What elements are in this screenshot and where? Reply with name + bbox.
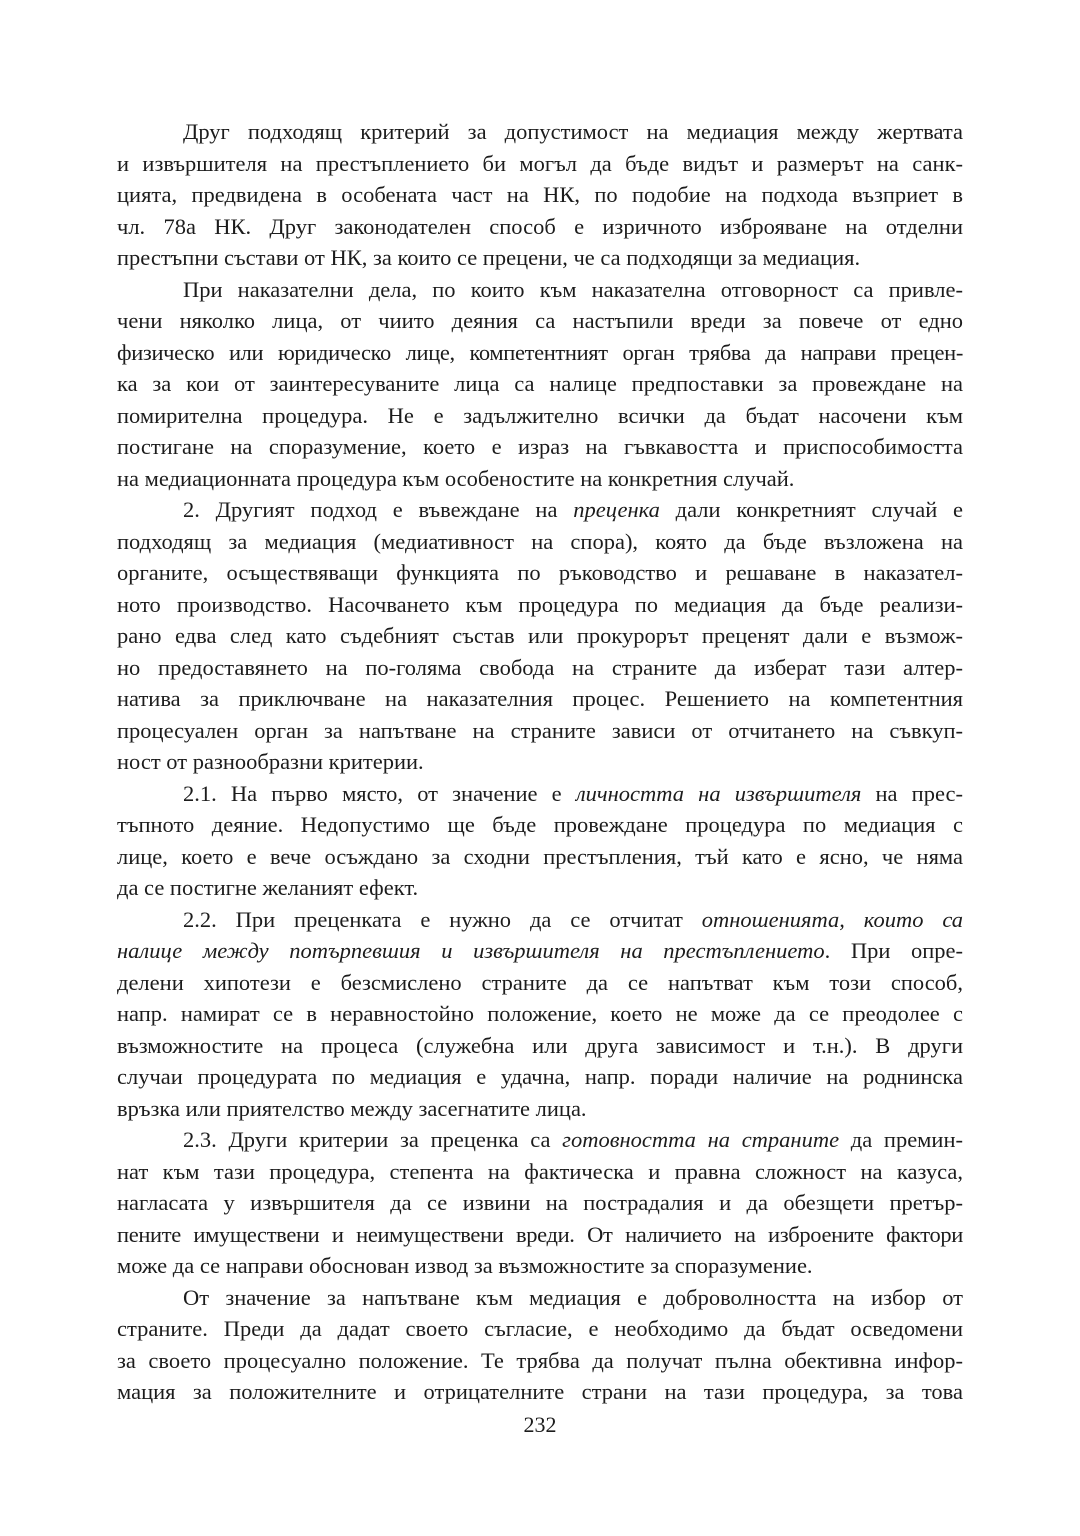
- text-line: [117, 778, 963, 810]
- text-run: пените имуществени и неимуществени вреди. От наличието на изброените фактори: [117, 1221, 963, 1247]
- text-run: лице, което е вече осъждано за сходни престъпления, тъй като е ясно, че няма: [117, 843, 963, 869]
- text-line: [117, 211, 963, 243]
- text-line: [117, 368, 963, 400]
- paragraph: [117, 1124, 963, 1282]
- text-line: [117, 148, 963, 180]
- text-run: може да се направи обоснован извод за възможностите за споразумение.: [117, 1253, 813, 1278]
- text-run: ното производство. Насочването към процедура по медиация да бъде реализи-: [117, 591, 963, 617]
- paragraph: [117, 116, 963, 274]
- text-run: подходящ за медиация (медиативност на спора), която да бъде възложена на: [117, 528, 963, 554]
- text-run: 2.1. На първо място, от значение е: [183, 780, 576, 806]
- text-line: [117, 1313, 963, 1345]
- text-line: [117, 1282, 963, 1314]
- text-run: страните. Преди да дадат своето съгласие, е необходимо да бъдат осведомени: [117, 1316, 963, 1341]
- text-line: [117, 463, 963, 495]
- text-run: помирителна процедура. Не е задължително всички да бъдат насочени към: [117, 402, 963, 428]
- text-run: нагласата у извършителя да се извини на пострадалия и да обезщети претър-: [117, 1190, 963, 1215]
- text-line: [117, 652, 963, 684]
- text-line: [117, 589, 963, 621]
- text-line: [117, 1030, 963, 1062]
- text-run: 2.3. Други критерии за преценка са: [183, 1127, 563, 1152]
- text-line: [117, 1376, 963, 1408]
- text-line: [117, 1187, 963, 1219]
- text-line: [117, 400, 963, 432]
- text-line: [117, 998, 963, 1030]
- text-run: натива за приключване на наказателния процес. Решението на компетентния: [117, 686, 963, 711]
- text-run: тъпното деяние. Недопустимо ще бъде провеждане процедура по медиация с: [117, 812, 963, 837]
- text-run: цията, предвидена в особената част на НК, по подобие на подхода възприет в: [117, 182, 963, 207]
- italic-text: налице между потърпевшия и извършителя на престъплението: [117, 938, 825, 963]
- text-line: [117, 1156, 963, 1188]
- text-line: [117, 715, 963, 747]
- text-run: 2. Другият подход е въвеждане на: [183, 497, 574, 522]
- text-run: престъпни състави от НК, за които се прецени, че са подходящи за медиация.: [117, 245, 861, 270]
- page-number: 232: [523, 1412, 557, 1437]
- text-run: случаи процедурата по медиация е удачна, напр. поради наличие на роднинска: [117, 1064, 963, 1089]
- text-line: [117, 526, 963, 558]
- text-run: нат към тази процедура, степента на фактическа и правна сложност на казуса,: [117, 1158, 963, 1184]
- italic-text: отношенията, които са: [701, 906, 963, 932]
- text-run: мация за положителните и отрицателните страни на тази процедура, за това: [117, 1379, 963, 1404]
- text-run: напр. намират се в неравностойно положение, което не може да се преодолее с: [117, 1001, 963, 1026]
- text-line: [117, 431, 963, 463]
- text-line: [117, 935, 963, 967]
- text-run: възможностите на процеса (служебна или друга зависимост и т.н.). В други: [117, 1032, 963, 1058]
- text-line: [117, 116, 963, 148]
- text-run: Друг подходящ критерий за допустимост на медиация между жертвата: [183, 119, 963, 144]
- text-run: процесуален орган за напътване на страните зависи от отчитането на съвкуп-: [117, 717, 963, 743]
- paragraph: [117, 904, 963, 1125]
- text-run: ка за кои от заинтересуваните лица са налице предпоставки за провеждане на: [117, 371, 963, 396]
- text-run: . При опре-: [824, 938, 963, 963]
- text-run: дали конкретният случай е: [659, 497, 963, 522]
- body-text: [117, 116, 963, 1408]
- text-line: [117, 337, 963, 369]
- text-line: [117, 967, 963, 999]
- text-line: [117, 1219, 963, 1251]
- text-line: [117, 1124, 963, 1156]
- paragraph: [117, 1282, 963, 1408]
- text-run: При наказателни дела, по които към наказателна отговорност са привле-: [183, 276, 963, 302]
- text-run: постигане на споразумение, което е израз на гъвкавостта и приспособимостта: [117, 434, 963, 459]
- text-line: [117, 1250, 963, 1282]
- text-line: [117, 1093, 963, 1125]
- text-line: [117, 179, 963, 211]
- text-line: [117, 557, 963, 589]
- text-line: [117, 841, 963, 873]
- text-line: [117, 872, 963, 904]
- paragraph: [117, 494, 963, 778]
- text-line: [117, 305, 963, 337]
- text-run: 2.2. При преценката е нужно да се отчитат: [183, 906, 702, 932]
- text-run: да премин-: [839, 1127, 963, 1152]
- text-run: физическо или юридическо лице, компетентният орган трябва да направи прецен-: [117, 339, 963, 365]
- text-line: [117, 1061, 963, 1093]
- text-run: на медиационната процедура към особеностите на конкретния случай.: [117, 465, 795, 491]
- italic-text: личността на извършителя: [575, 780, 862, 806]
- text-line: [117, 1345, 963, 1377]
- text-line: [117, 683, 963, 715]
- text-run: чл. 78а НК. Друг законодателен способ е изричното изброяване на отделни: [117, 213, 963, 239]
- italic-text: готовността на страните: [562, 1127, 840, 1152]
- paragraph: [117, 778, 963, 904]
- text-line: [117, 620, 963, 652]
- text-line: [117, 274, 963, 306]
- text-run: делени хипотези е безсмислено страните да се напътват към този способ,: [117, 969, 963, 995]
- text-run: но предоставянето на по-голяма свобода на страните да изберат тази алтер-: [117, 654, 963, 680]
- text-run: да се постигне желаният ефект.: [117, 875, 419, 900]
- text-run: на прес-: [861, 780, 963, 806]
- text-run: ност от разнообразни критерии.: [117, 749, 424, 774]
- text-line: [117, 904, 963, 936]
- paragraph: [117, 274, 963, 495]
- text-run: чени няколко лица, от чиито деяния са настъпили вреди за повече от едно: [117, 308, 963, 333]
- text-run: и извършителя на престъплението би могъл да бъде видът и размерът на санк-: [117, 150, 963, 176]
- text-run: за своето процесуално положение. Те трябва да получат пълна обективна инфор-: [117, 1347, 963, 1373]
- text-line: [117, 746, 963, 778]
- text-run: органите, осъществяващи функцията по ръководство и решаване в наказател-: [117, 560, 963, 585]
- text-run: От значение за напътване към медиация е доброволността на избор от: [183, 1284, 963, 1310]
- italic-text: преценка: [573, 497, 660, 522]
- text-run: рано едва след като съдебният състав или прокурорът преценят дали е възмож-: [117, 623, 963, 648]
- text-line: [117, 242, 963, 274]
- text-run: връзка или приятелство между засегнатите лица.: [117, 1095, 587, 1121]
- text-line: [117, 809, 963, 841]
- text-line: [117, 494, 963, 526]
